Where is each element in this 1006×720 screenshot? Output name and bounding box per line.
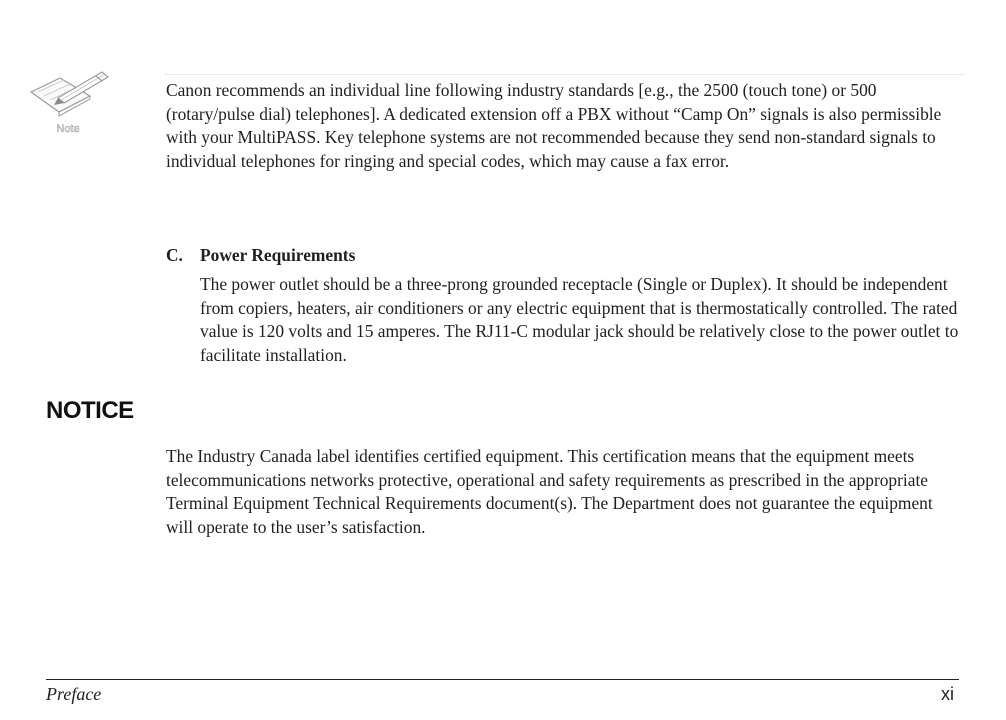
section-title: Power Requirements bbox=[200, 245, 356, 265]
notice-paragraph: The Industry Canada label identifies certified equipment. This certification means that the equipment meets telecommunications networks protective, operational and safety requirements as prescribed in the appropriate Terminal Equipment Technical Requirements document(s). The Department does not guarantee the equipment will operate to the user’s satisfaction. bbox=[166, 446, 933, 537]
note-paragraph: Canon recommends an individual line following industry standards [e.g., the 2500 (touch tone) or 500 (rotary/pulse dial) telephones]. A dedicated extension off a PBX without “Camp On” signals is also permissible with your MultiPASS. Key telephone systems are not recommended because they send non-standard signals to individual telephones for ringing and special codes, which may cause a fax error. bbox=[166, 80, 942, 171]
footer-rule bbox=[46, 679, 959, 680]
note-icon-label: Note bbox=[56, 123, 80, 135]
note-pencil-icon bbox=[28, 70, 124, 136]
footer-page-number: xi bbox=[941, 684, 954, 704]
section-heading bbox=[166, 245, 355, 266]
notice-heading: NOTICE bbox=[46, 397, 134, 424]
top-dotted-rule bbox=[165, 74, 965, 75]
footer-section-name: Preface bbox=[46, 684, 102, 704]
section-letter: C. bbox=[166, 245, 183, 265]
power-requirements-paragraph: The power outlet should be a three-prong grounded receptacle (Single or Duplex). It should be independent from copiers, heaters, air conditioners or any electric equipment that is thermostatically controlled. The rated value is 120 volts and 15 amperes. The RJ11-C modular jack should be relatively close to the power outlet to facilitate installation. bbox=[200, 274, 959, 365]
